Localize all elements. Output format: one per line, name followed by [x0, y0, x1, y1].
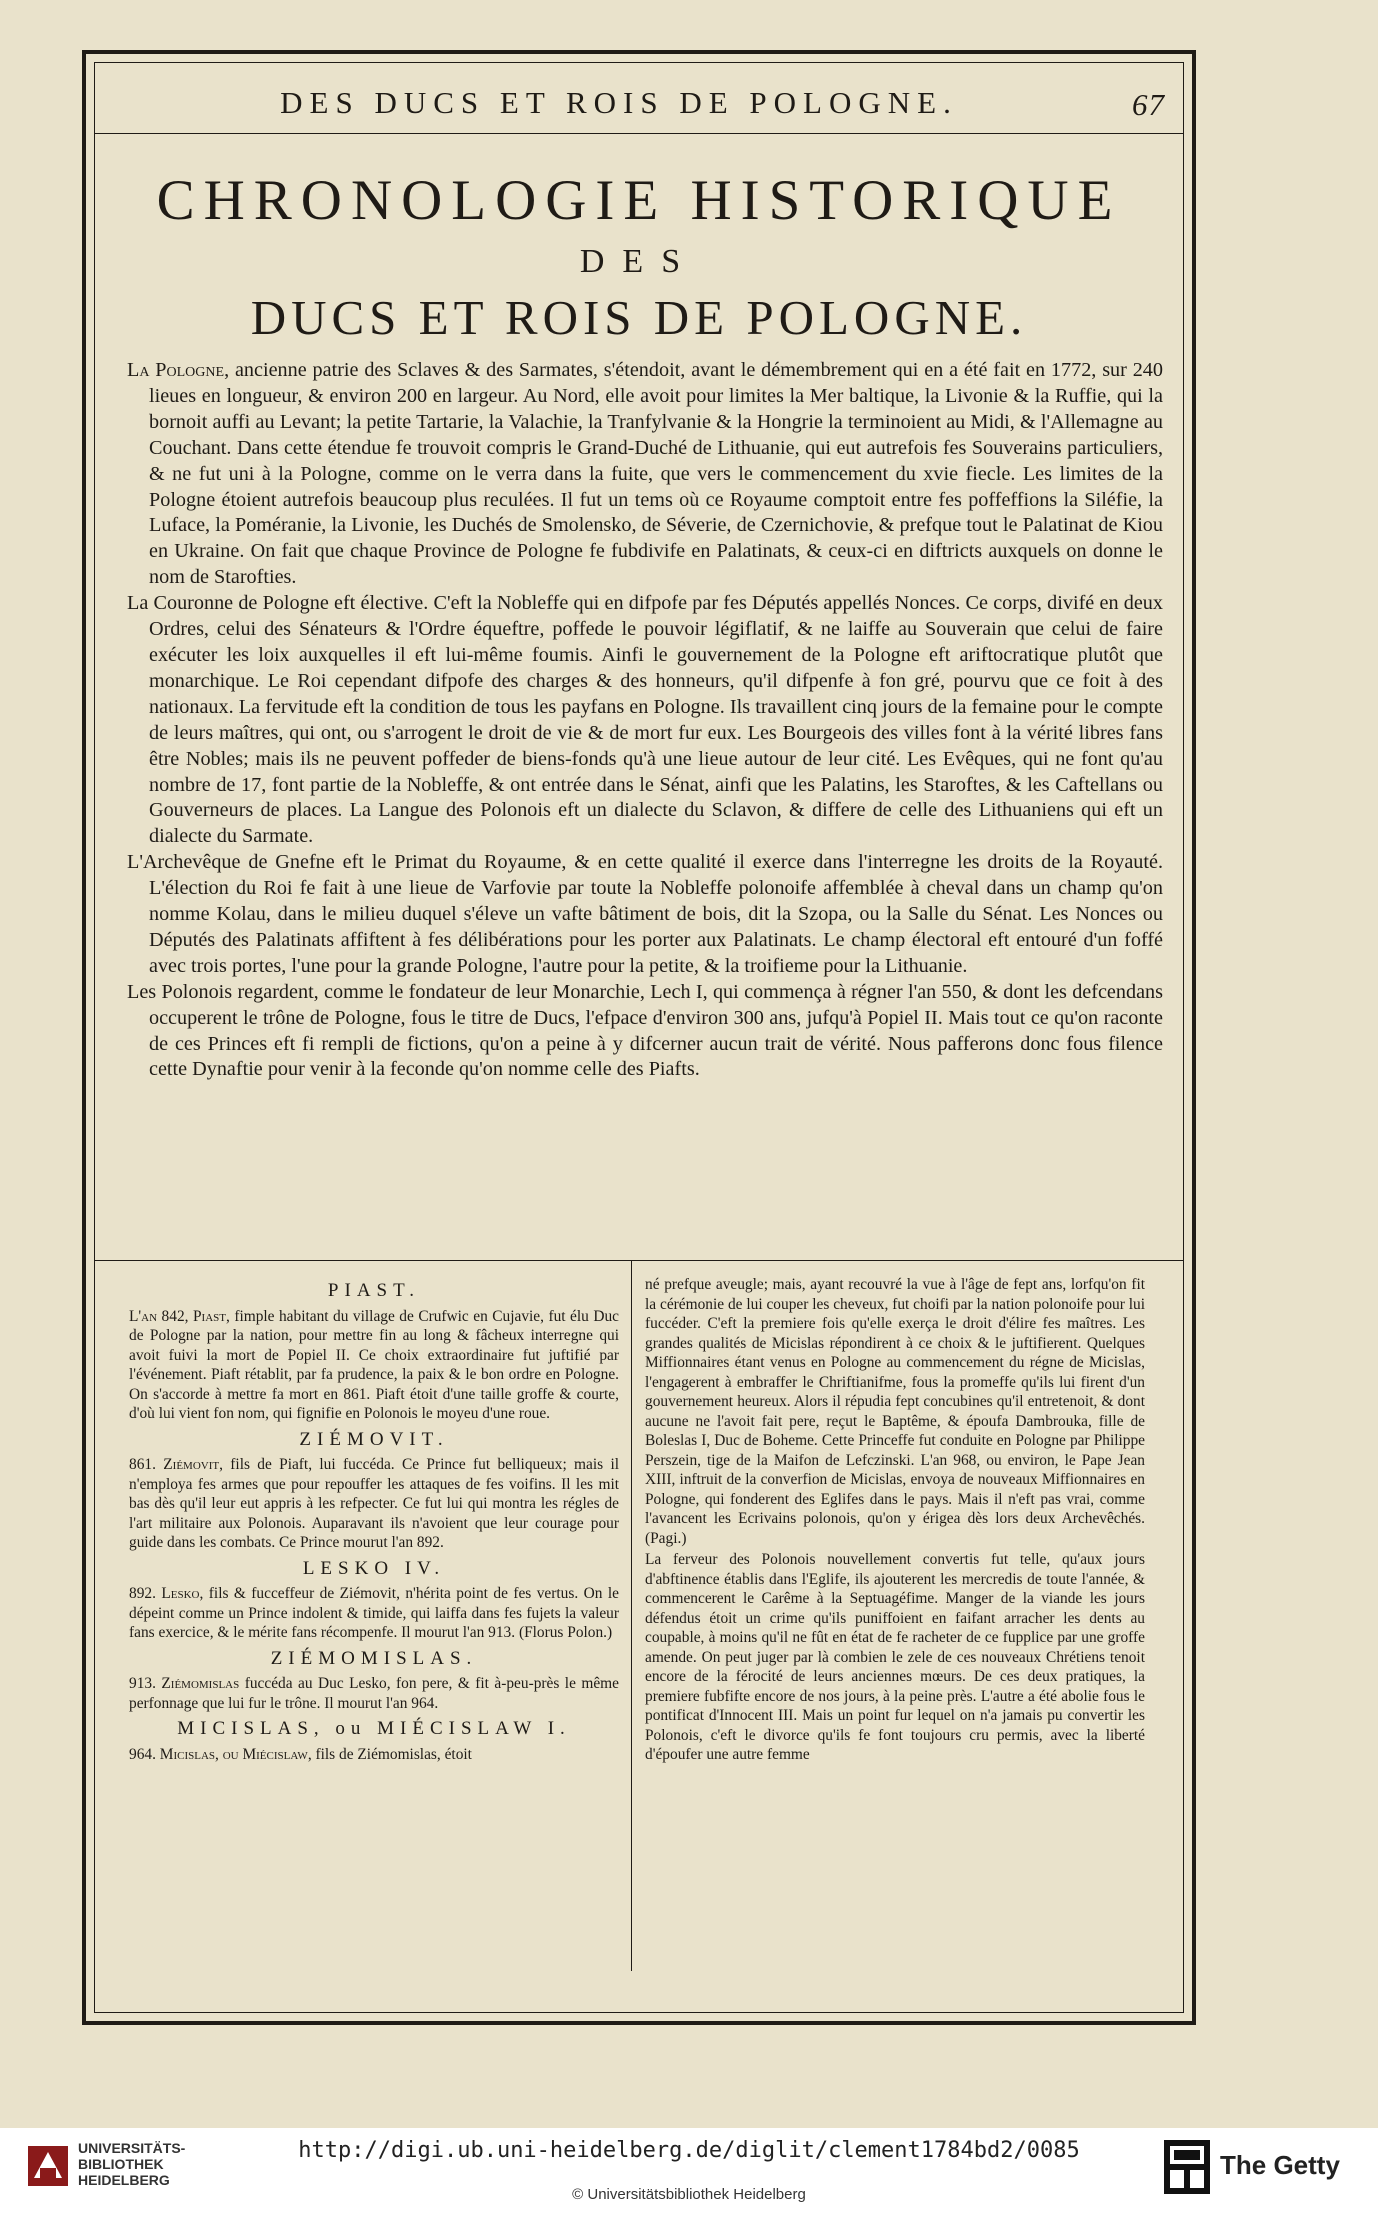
main-title: CHRONOLOGIE HISTORIQUE [156, 169, 1122, 232]
subtitle: DUCS ET ROIS DE POLOGNE. [250, 290, 1028, 345]
entry-lesko [129, 1584, 619, 1643]
section-rule [95, 1260, 1183, 1261]
entry-text: , fils & fucceffeur de Ziémovit, n'hérita point de fes vertus. On le dépeint comme un Prince indolent & timide, qui laiffa dans fes fujets la valeur fans exercice, & le mérite fans récompenfe. Il mourut l'an 913. (Florus Polon.) [129, 1585, 619, 1641]
permalink-url[interactable]: http://digi.ub.uni-heidelberg.de/diglit/clement1784bd2/0085 [298, 2138, 1080, 2163]
page-border [82, 50, 1196, 2025]
entry-polish-fervour: La ferveur des Polonois nouvellement convertis fut telle, qu'aux jours d'abftinence établis dans l'Eglife, ils ajouterent les mercredis de toute l'année, & commencerent le Carême à la Septuagéfime. Manger de la viande les jours défendus étoit un crime qu'ils puniffoient en faifant arracher les dents au coupable, à moins qu'il ne fût en état de fe racheter de ce fupplice par une groffe amende. On peut juger par là combien le zele de ces nouveaux Chrétiens tenoit encore de la férocité de leurs anciennes mœurs. De ces deux pratiques, la premiere fubfifte encore de nos jours, à la peine près. L'autre a été abolie fous le pontificat d'Innocent III. Mais un point fur lequel on n'a jamais pu convertir les Polonois, c'eft le divorce qu'ils fe font toujours cru permis, avec la liberté d'époufer une autre femme [645, 1551, 1145, 1763]
intro-paragraph: La Couronne de Pologne eft élective. C'eft la Nobleffe qui en difpofe par fes Députés appellés Nonces. Ce corps, divifé en deux Ordres, celui des Sénateurs & l'Ordre équeftre, poffede le pouvoir légiflatif, & ne laiffe au Souverain que celui de faire exécuter les loix auxquelles il eft lui-même foumis. Ainfi le gouvernement de la Pologne eft ariftocratique plutôt que monarchique. Le Roi cependant difpofe des charges & des honneurs, qu'il difpenfe à fon gré, pourvu que ce foit à des nationaux. La fervitude eft la condition de tous les payfans en Pologne. Ils travaillent cinq jours de la femaine pour le compte de leurs maîtres, qui ont, ou s'arrogent le droit de vie & de mort fur eux. Les Bourgeois des villes font à la vérité libres fans être Nobles; mais ils ne peuvent poffeder de biens-fonds qu'à une lieue autour de leur cité. Les Evêques, qui ne font qu'au nombre de 17, font partie de la Nobleffe, & ont entrée dans le Sénat, ainfi que les Palatins, les Staroftes, & les Caftellans ou Gouverneurs de places. La Langue des Polonois eft un dialecte du Sclavon, & differe de celle des Lithuaniens qui eft un dialecte du Sarmate. [127, 592, 1163, 848]
heading-piast: PIAST. [327, 1280, 421, 1301]
heading-ziemomislas: ZIÉMOMISLAS. [270, 1647, 478, 1669]
left-column [129, 1275, 619, 1766]
uni-line-2: BIBLIOTHEK [78, 2156, 164, 2172]
title-des: DES [579, 243, 699, 280]
entry-text: , fimple habitant du village de Crufwic en Cujavie, fut élu Duc de Pologne par la nation, pour mettre fin au long & fâcheux interregne qui avoit fuivi la mort de Popiel II. Ce choix extraordinaire fut juftifié par l'événement. Piaft rétablit, par fa prudence, la paix & le bon ordre en Pologne. On s'accorde à mettre fa mort en 861. Piaft étoit d'une taille groffe & courte, d'où lui vient fon nom, qui fignifie en Polonois le moyeu d'une roue. [129, 1307, 619, 1422]
inner-border [94, 62, 1184, 2013]
entry-micislas [129, 1745, 619, 1765]
uni-line-3: HEIDELBERG [78, 2172, 170, 2188]
entry-micislas-continued: né prefque aveugle; mais, ayant recouvré la vue à l'âge de fept ans, lorfqu'on fit la cérémonie de lui couper les cheveux, fut choifi par la nation polonoife pour lui fuccéder. C'eft la premiere fois qu'elle exerça le droit d'élire fes maîtres. Les grandes qualités de Micislas répondirent à ce choix & le juftifierent. Quelques Miffionnaires étant venus en Pologne au commencement du régne de Micislas, l'engagerent à embraffer le Chriftianifme, fous la promeffe qu'ils lui firent d'un gouvernement heureux. Alors il répudia fept concubines qu'il entretenoit, & dont aucune ne l'avoit fait pere, reçut le Baptême, & époufa Dambrouka, fille de Boleslas I, Duc de Boheme. Cette Princeffe fut conduite en Pologne par Philippe Perszein, tige de la Maifon de Lefczinski. L'an 968, ou environ, le Pape Jean XIII, inftruit de la converfion de Micislas, envoya de nouveaux Miffionnaires en Pologne, qui fonderent des Eglifes dans le pays. Mais il n'eft pas vrai, comme l'avancent les Ecrivains polonois, qu'on y érigea dès lors deux Archevêchés. (Pagi.) [645, 1276, 1145, 1547]
entry-text: , fils de Ziémomislas, étoit [307, 1745, 472, 1763]
running-head-title: DES DUCS ET ROIS DE POLOGNE. [280, 85, 958, 120]
entry-lead: 861. Ziémovit [129, 1456, 220, 1473]
getty-name: The Getty [1220, 2150, 1340, 2180]
uni-line-1: UNIVERSITÄTS- [78, 2140, 186, 2156]
running-head [95, 85, 1183, 125]
entry-lead: 892. Lesko [129, 1585, 200, 1602]
getty-logo-icon [1164, 2140, 1210, 2194]
entry-ziemovit [129, 1455, 619, 1553]
intro-paragraph [127, 358, 1163, 591]
copyright-notice: © Universitätsbibliothek Heidelberg [572, 2186, 806, 2203]
entry-lead: L'an 842, Piast [129, 1307, 226, 1325]
entry-ziemomislas [129, 1674, 619, 1713]
heading-lesko: LESKO IV. [302, 1557, 446, 1579]
column-divider [631, 1261, 632, 1971]
entry-text: fuccéda au Duc Lesko, fon pere, & fit à-peu-près le même perfonnage que lui fur le trône. Il mourut l'an 964. [129, 1675, 619, 1712]
heading-micislas: MICISLAS, ou MIÉCISLAW I. [177, 1718, 571, 1739]
entry-text: , fils de Piaft, lui fuccéda. Ce Prince fut belliqueux; mais il n'employa fes armes que pour repouffer les attaques de fes voifins. Il les mit bas dès qu'il leur eut appris à les refpecter. Ce fut lui qui montra les régles de l'art militaire aux Polonois. Auparavant ils n'avoient que leur courage pour guide dans les combats. Ce Prince mourut l'an 892. [129, 1456, 619, 1551]
intro-paragraph: Les Polonois regardent, comme le fondateur de leur Monarchie, Lech I, qui commença à régner l'an 550, & dont les defcendans occuperent le trône de Pologne, fous le titre de Ducs, l'efpace d'environ 300 ans, jufqu'à Popiel II. Mais tout ce qu'on raconte de ces Princes eft fi rempli de fictions, qu'on a peine à y difcerner aucun trait de vérité. Nous pafferons donc fous filence cette Dynaftie pour venir à la feconde qu'on nomme celle des Piafts. [127, 980, 1163, 1081]
heading-ziemovit: ZIÉMOVIT. [299, 1428, 449, 1450]
right-column [645, 1275, 1145, 1767]
intro-paragraph: L'Archevêque de Gnefne eft le Primat du Royaume, & en cette qualité il exerce dans l'interregne les droits de la Royauté. L'élection du Roi fe fait à une lieue de Varfovie par toute la Nobleffe polonoife affemblée à cheval dans un champ qu'on nomme Kolau, dans le milieu duquel s'éleve un vafte bâtiment de bois, dit la Szopa, ou la Salle du Sénat. Les Nonces ou Députés des Palatinats affiftent à fes délibérations pour les porter aux Palatinats. Le champ électoral eft entouré d'un foffé avec trois portes, l'une pour la grande Pologne, l'autre pour la petite, & la troifieme pour la Lithuanie. [127, 851, 1163, 977]
entry-lead: 964. Micislas, ou Miécislaw [129, 1745, 308, 1763]
entry-lead: 913. Ziémomislas [129, 1675, 240, 1692]
intro-lead: La Pologne [127, 359, 225, 381]
entry-piast [129, 1307, 619, 1424]
header-rule [95, 133, 1183, 134]
intro-text [127, 358, 1163, 1083]
intro-paragraph-text: , ancienne patrie des Sclaves & des Sarmates, s'étendoit, avant le démembrement qui en a été fait en 1772, sur 240 lieues en longueur, & environ 200 en largeur. Au Nord, elle avoit pour limites la Mer baltique, la Livonie & la Ruffie, qui la bornoit auffi au Levant; la petite Tartarie, la Valachie, la Tranfylvanie & la Hongrie la terminoient au Midi, & l'Allemagne au Couchant. Dans cette étendue fe trouvoit compris le Grand-Duché de Lithuanie, qui eut autrefois fes Souverains particuliers, & ne fut uni à la Pologne, comme on le verra dans la fuite, que vers le commencement du xvie fiecle. Les limites de la Pologne étoient autrefois beaucoup plus reculées. Il fut un tems où ce Royaume comptoit entre fes poffeffions la Siléfie, la Luface, la Poméranie, la Livonie, les Duchés de Smolensko, de Séverie, de Czernichovie, & prefque tout le Palatinat de Kiou en Ukraine. On fait que chaque Province de Pologne fe fubdivife en Palatinats, & ceux-ci en diftricts auxquels on donne le nom de Starofties. [149, 359, 1163, 589]
page-number: 67 [1132, 87, 1165, 122]
viewer-footer [0, 2128, 1378, 2238]
